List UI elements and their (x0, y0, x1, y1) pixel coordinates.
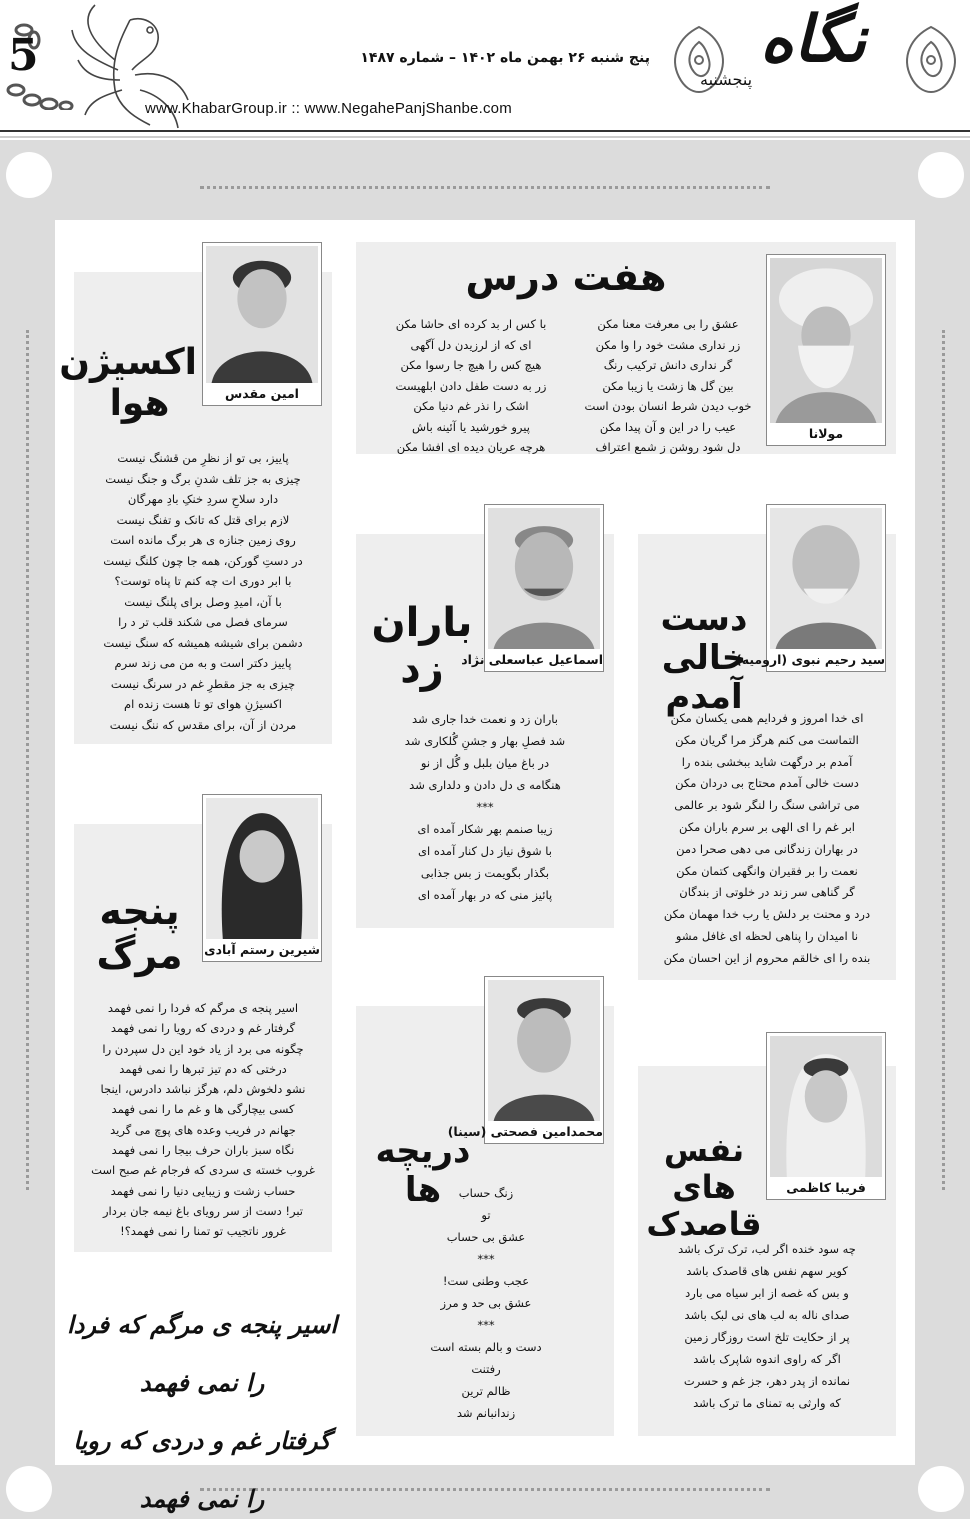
poem-line: حساب زشت و زیبایی دنیا را نمی فهمد (110, 1183, 296, 1198)
article-dast-khali (638, 534, 896, 980)
poem-body (364, 708, 606, 906)
poem-line: عشق را بی معرفت معنا مکن (597, 317, 739, 331)
right-ornament-icon (896, 22, 966, 102)
poem-line: بین گل ها زشت یا زیبا مکن (602, 378, 734, 393)
poem-line: نگاه سبز باران حرف بیجا را نمی فهمد (111, 1143, 295, 1158)
article-oxygen (59, 272, 332, 744)
title-line: قاصدک (646, 1204, 762, 1243)
poem-line: هنگامه ی دل دادن و دلداری شد (409, 778, 561, 792)
poem-line: گر نداری دانش ترکیب رنگ (603, 358, 733, 372)
poem-line: دل شود روشن ز شمع اعتراف (595, 440, 741, 454)
dotted-border (942, 330, 945, 1190)
portrait-image (770, 258, 882, 423)
poem-line: در بهاران زندگانی می دهی صحرا دمن (676, 841, 858, 856)
portrait-photo (461, 504, 604, 672)
article-title: هفت درس (465, 255, 667, 299)
poem-line: با شوق نیاز دل کنار آمده ای (418, 844, 552, 858)
poem-line: غرور ناتجیب تو تمنا را نمی فهمد؟! (120, 1224, 286, 1239)
portrait-photo (202, 794, 322, 962)
poem-line: آمدم بر درگهت شاید ببخشی بنده را (681, 754, 853, 769)
poem-separator: *** (476, 800, 494, 814)
poem-line: نا امیدان را پناهی لحظه ای غافل مشو (675, 928, 859, 943)
poem-line: نشو دلخوش دلم، هرگز نباشد دادرس، اینجا (100, 1082, 306, 1097)
calligraphy-quote (62, 1296, 342, 1528)
portrait-caption: اسماعیل عباسعلی نژاد (461, 652, 603, 667)
title-line: زد (400, 646, 444, 692)
poem-line: تبر! دست از سر رویای باغ نیمه جان بردار (103, 1203, 303, 1218)
title-line: نفس های (663, 1131, 745, 1206)
poem-line: سرمای فصل می شکند قلب تر د را (118, 615, 288, 629)
poem-line: تو (481, 1208, 491, 1222)
article-baran (356, 534, 614, 928)
poem-line: عشق بی حد و مرز (440, 1296, 532, 1310)
title-line: دست خالی (660, 599, 748, 679)
portrait-image (488, 980, 600, 1121)
poem-line: اگر که راوی اندوه شاپرک باشد (693, 1352, 841, 1366)
poem-line: کسی بیچارگی ها و غم ما را نمی فهمد (111, 1102, 295, 1117)
article-title (642, 1132, 766, 1242)
poem-line: درد و محنت بر دلش یا رب خدا مهمان مکن (663, 907, 871, 922)
masthead-subtitle: پنجشنبه (700, 70, 753, 89)
poem-body (396, 1182, 576, 1424)
poem-line: زنگ حساب (458, 1186, 514, 1200)
poem-line: چگونه می برد از یاد خود این دل سپردن را (102, 1041, 304, 1056)
poem-right-column (578, 314, 758, 458)
poem-line: در دستِ گورکن، همه جا چون کلنگ نیست (103, 553, 303, 568)
poem-line: ظالم ترین (461, 1384, 511, 1398)
title-line: هوا (109, 383, 170, 425)
poem-line: زر نداری مشت خود را وا مکن (595, 337, 741, 352)
dotted-border (26, 330, 29, 1190)
poem-line: زر به دست طفل دادن ابلهیست (395, 378, 547, 393)
poem-body (78, 998, 328, 1242)
poem-separator: *** (477, 1252, 495, 1266)
portrait-caption: سید رحیم نبوی (ارومیه) (736, 652, 885, 667)
poem-separator: *** (477, 1318, 495, 1332)
portrait-caption: فریبا کاظمی (786, 1180, 866, 1195)
article-daricheha (356, 1006, 614, 1436)
title-line: اکسیژن (59, 342, 197, 383)
poem-line: چیزی به جز مقطرِ غم در سرنگ نیست (110, 676, 296, 691)
portrait-image (206, 798, 318, 939)
poem-line: اشک را نذر غم دنیا مکن (413, 399, 529, 413)
poem-line: پر از حکایت تلخ است روزگار زمین (684, 1330, 850, 1344)
poem-line: عشق بی حساب (446, 1230, 526, 1244)
poem-line: صدای ناله به لب های نی لبک باشد (684, 1308, 850, 1322)
portrait-image (206, 246, 318, 383)
poem-line: نمانده از پدر دهر، جز غم و حسرت (683, 1374, 851, 1388)
poem-line: غروب خسته ی سردی که فرجام غم صبح است (91, 1163, 315, 1178)
poem-body (648, 1238, 886, 1414)
poem-line: ای خدا امروز و فردایم همی یکسان مکن (670, 711, 864, 725)
poem-line: ای که از لرزیدن دل آگهی (410, 337, 532, 352)
article-nafasha (638, 1066, 896, 1436)
masthead (0, 0, 970, 140)
portrait-photo (766, 1032, 886, 1200)
poem-line: بگذار بگویمت ز بس جذابی (420, 866, 550, 880)
poem-line: که وارثی به تمنای ما ترک باشد (693, 1396, 841, 1410)
article-title (362, 600, 482, 692)
poem-line: و بس که غصه از ابر سیاه می بارد (685, 1286, 849, 1300)
poem-line: دشمن برای شیشه همیشه که سنگ نیست (103, 635, 303, 650)
poem-left-column (376, 314, 566, 458)
poem-line: چیزی به جز تلف شدنِ برگ و جنگ نیست (105, 471, 301, 486)
poem-line: هیچ کس را هیچ جا رسوا مکن (400, 358, 542, 372)
portrait-photo (766, 254, 886, 446)
poem-line: اسیر پنجه ی مرگم که فردا را نمی فهمد (107, 1001, 299, 1015)
calligraphy-line: اسیر پنجه ی مرگم که فردا را نمی فهمد (67, 1310, 337, 1397)
poem-line: لازم برای قتل که تانک و تفنگ نیست (116, 512, 290, 527)
website-urls[interactable]: www.KhabarGroup.ir :: www.NegahePanjShanbe.com (145, 100, 512, 117)
portrait-photo (447, 976, 604, 1144)
dotted-border (200, 186, 770, 189)
article-title (644, 600, 764, 717)
title-line: مرگ (96, 932, 183, 977)
title-line: باران (371, 600, 473, 646)
article-title (59, 342, 197, 425)
poem-line: مردن از آن، برای مقدس که ننگ نیست (109, 717, 297, 732)
corner-circle (6, 1466, 52, 1512)
poem-line: گرفتار غم و دردی که رویا را نمی فهمد (110, 1021, 296, 1036)
poem-line: در باغ میان بلبل و گُل از نو (420, 756, 550, 770)
poem-line: نعمت را بر فقیران وانگهی کتمان مکن (676, 863, 858, 878)
poem-body (642, 708, 892, 970)
header-rule (0, 128, 970, 140)
portrait-photo (736, 504, 886, 672)
poem-line: پاییز دکتر است و به من می زند سرم (114, 656, 292, 670)
poem-line: دست خالی آمدم محتاج بی دردان مکن (675, 776, 859, 791)
page-number: 5 (8, 30, 39, 81)
article-title: دریچه ها (375, 1131, 471, 1211)
poem-line: درختی که دم تیز تبرها را نمی فهمد (119, 1061, 287, 1076)
poem-line: با ابر دوری ات چه کنم تا پناه توست؟ (114, 574, 292, 588)
portrait-caption: امین مقدس (225, 386, 299, 401)
poem-line: با کس ار بد کرده ای حاشا مکن (395, 317, 547, 331)
article-title (82, 890, 197, 977)
portrait-image (770, 1036, 882, 1177)
poem-line: رفتنت (471, 1362, 501, 1376)
portrait-caption: محمدامین فصحتی (سینا) (447, 1124, 603, 1139)
portrait-caption: مولانا (808, 426, 844, 441)
poem-line: دست و بالم بسته است (430, 1340, 542, 1354)
poem-line: ابر غم را ای الهی بر سرم باران مکن (679, 819, 855, 834)
poem-line: چه سود خنده اگر لب، ترک ترک باشد (678, 1242, 856, 1256)
poem-line: زندانبانم شد (456, 1406, 516, 1420)
portrait-caption: شیرین رستم آبادی (204, 942, 320, 957)
calligraphy-line: گرفتار غم و دردی که رویا را نمی فهمد (73, 1426, 331, 1513)
poem-line: بنده را ای خالقم محروم از این احسان مکن (663, 950, 871, 965)
left-ornament-icon (664, 22, 734, 102)
article-haft-dars (356, 242, 896, 454)
poem-line: شد فصلِ بهار و جشنِ گُلکاری شد (404, 734, 566, 748)
corner-circle (918, 152, 964, 198)
date-issue: پنج شنبه ۲۶ بهمن ماه ۱۴۰۲ – شماره ۱۴۸۷ (360, 50, 650, 66)
poem-line: دارد سلاحِ سردِ خنکِ بادِ مهرگان (127, 492, 279, 506)
poem-line: عجب وطنی ست! (442, 1274, 530, 1288)
masthead-title: نگاه (760, 2, 867, 77)
portrait-image (488, 508, 600, 649)
portrait-image (770, 508, 882, 649)
poem-line: التماست می کنم هرگز مرا گریان مکن (675, 732, 859, 747)
title-line: پنجه (99, 889, 180, 933)
poem-line: با آن، امیدِ وصل برای پلنگ نیست (124, 594, 282, 609)
poem-line: پاییز، بی تو از نظرِ من قشنگ نیست (117, 451, 289, 465)
poem-body (80, 448, 326, 735)
poem-line: روی زمین جنازه ی هر برگ مانده است (110, 533, 296, 547)
corner-circle (6, 152, 52, 198)
poem-line: جهانم در فریب وعده های پوچ می گرید (110, 1122, 296, 1137)
corner-circle (918, 1466, 964, 1512)
poem-line: کویر سهم نفس های قاصدک باشد (686, 1264, 848, 1278)
poem-line: گر گناهی سر زند در خلوتی از بندگان (679, 885, 855, 900)
poem-line: پائیز منی که در بهار آمده ای (417, 888, 553, 902)
poem-line: عیب را در این و آن پیدا مکن (599, 419, 737, 434)
poem-line: خوب دیدن شرط انسان بودن است (584, 399, 752, 413)
portrait-photo (202, 242, 322, 406)
poem-line: هرچه عریان دیده ای افشا مکن (396, 440, 546, 454)
poem-line: باران زد و نعمت خدا جاری شد (412, 712, 558, 726)
title-line: آمدم (665, 677, 743, 718)
poem-line: زیبا صنمم بهر شکار آمده ای (417, 822, 553, 836)
poem-line: می تراشی سنگ را لنگر شود بر عالمی (674, 798, 860, 813)
poem-line: پیرو خورشید یا آئینه باش (412, 419, 530, 434)
article-panje-marg (74, 824, 332, 1252)
poem-line: اکسیژنِ هوای تو تا هست زنده ام (124, 697, 282, 711)
